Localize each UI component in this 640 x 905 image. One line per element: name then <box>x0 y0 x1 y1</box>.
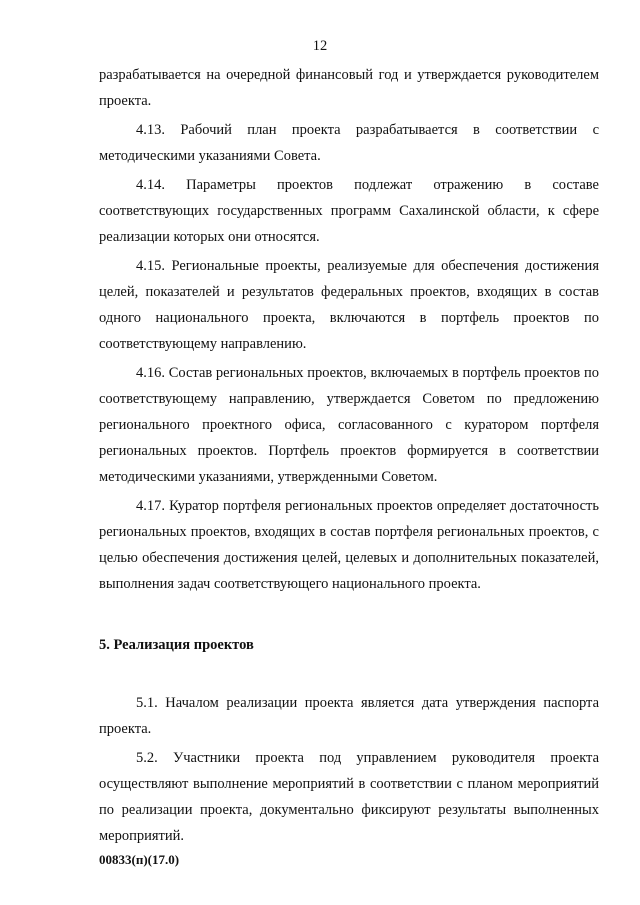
paragraph-continuation: разрабатывается на очередной финансовый год и утверждается руководителем проекта. <box>99 67 599 109</box>
paragraph-4-16: 4.16. Состав региональных проектов, включаемых в портфель проектов по соответствующему направлению, утверждается Советом по предложению регионального проектного офиса, согласованного с куратором портфеля региональных проектов. Портфель проектов формируется в соответствии методическими указаниями, утвержденными Советом. <box>99 365 599 485</box>
paragraph-4-15: 4.15. Региональные проекты, реализуемые для обеспечения достижения целей, показателей и результатов федеральных проектов, входящих в состав одного национального проекта, включаются в портфель проектов по соответствующему направлению. <box>99 258 599 352</box>
document-code: 00833(п)(17.0) <box>99 852 180 867</box>
paragraph-4-14: 4.14. Параметры проектов подлежат отражению в составе соответствующих государственных программ Сахалинской области, к сфере реализации которых они относятся. <box>99 177 599 245</box>
paragraph-4-13: 4.13. Рабочий план проекта разрабатывается в соответствии с методическими указаниями Совета. <box>99 122 599 164</box>
paragraph-5-1: 5.1. Началом реализации проекта является дата утверждения паспорта проекта. <box>99 695 599 737</box>
paragraph-4-17: 4.17. Куратор портфеля региональных проектов определяет достаточность региональных проектов, входящих в состав портфеля региональных проектов, с целью обеспечения достижения целей, целевых и дополнительных показателей, выполнения задач соответствующего национального проекта. <box>99 498 599 592</box>
paragraph-5-2: 5.2. Участники проекта под управлением руководителя проекта осуществляют выполнение мероприятий в соответствии с планом мероприятий по реализации проекта, документально фиксируют результаты выполненных мероприятий. <box>99 750 599 844</box>
section-title: 5. Реализация проектов <box>99 637 254 653</box>
page-number: 12 <box>312 38 328 54</box>
document-body <box>99 62 599 849</box>
